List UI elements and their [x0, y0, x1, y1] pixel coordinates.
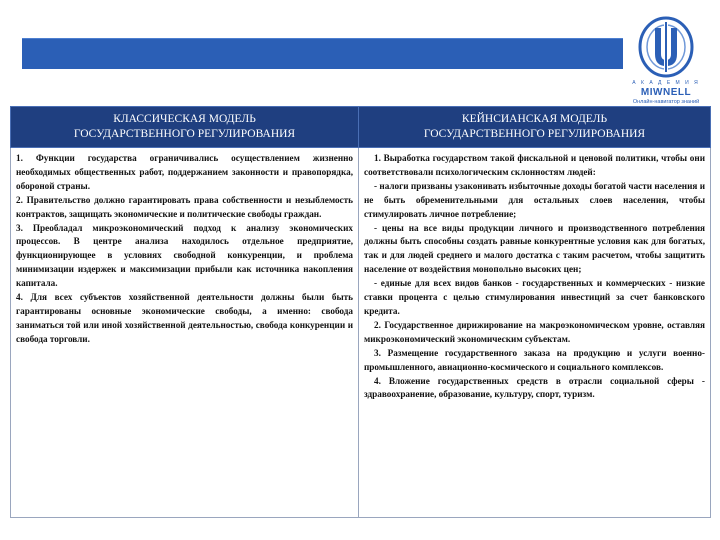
classical-header-line1: КЛАССИЧЕСКАЯ МОДЕЛЬ	[113, 113, 256, 125]
classical-model-header	[11, 107, 359, 148]
classical-item-1: 1. Функции государства ограничивались осуществлением жизненно необходимых общественных работ, поддержанием законности и правопорядка, обороной страны.	[16, 153, 353, 191]
header-bar	[22, 38, 623, 69]
classical-item-4: 4. Для всех субъектов хозяйственной деятельности должны были быть гарантированы основные экономические свободы, а именно: свобода заниматься той или иной хозяйственной деятельностью, свобода конкуренции и свобода торговли.	[16, 292, 353, 344]
keynesian-header-line1: КЕЙНСИАНСКАЯ МОДЕЛЬ	[461, 113, 608, 125]
academy-emblem-icon	[625, 14, 707, 80]
keynesian-item-3: 3. Размещение государственного заказа на продукцию и услуги военно-промышленного, авиационно-космического и социального комплексов.	[364, 347, 705, 372]
logo-caption: А К А Д Е М И Я	[632, 80, 700, 86]
keynesian-header-line2: ГОСУДАРСТВЕННОГО РЕГУЛИРОВАНИЯ	[423, 128, 646, 140]
classical-header-line2: ГОСУДАРСТВЕННОГО РЕГУЛИРОВАНИЯ	[73, 128, 296, 140]
keynesian-item-2: 2. Государственное дирижирование на макроэкономическом уровне, оставляя микроэкономический экономическим субъектам.	[364, 319, 705, 344]
logo-tagline: Онлайн-навигатор знаний	[632, 99, 700, 105]
keynesian-item-1c: - единые для всех видов банков - государственных и коммерческих - низкие ставки процента с целью стимулирования инвестиций за счет банковского кредита.	[364, 278, 705, 316]
keynesian-item-1a: - налоги призваны узаконивать избыточные доходы богатой части населения и не быть обременительными для остальных слоев населения, чтобы стимулировать личное потребление;	[364, 180, 705, 219]
classical-model-cell	[11, 148, 359, 518]
academy-logo	[625, 14, 707, 106]
classical-item-3: 3. Преобладал микроэкономический подход к анализу экономических процессов. В центре анализа находилось отдельное предприятие, функционирующее в условиях свободной конкуренции, и проблема минимизации издержек и максимизации прибыли как источника накопления капитала.	[16, 222, 353, 289]
keynesian-item-1: 1. Выработка государством такой фискальной и ценовой политики, чтобы они соответствовали психологическим склонностям людей:	[364, 153, 705, 177]
keynesian-model-cell	[359, 148, 711, 518]
logo-brand: MIWNELL	[640, 87, 692, 98]
keynesian-item-4: 4. Вложение государственных средств в отрасли социальной сферы - здравоохранение, образование, культуру, спорт, туризм.	[364, 375, 705, 400]
keynesian-item-1b: - цены на все виды продукции личного и производственного потребления должны быть способны создать равные конкурентные условия как для богатых, так и для людей среднего и малого достатка с таким расчетом, чтобы защитить население от воздействия монопольно высоких цен;	[364, 222, 705, 275]
comparison-table	[10, 106, 711, 518]
classical-item-2: 2. Правительство должно гарантировать права собственности и незыблемость контрактов, защищать экономические и политические свободы граждан.	[16, 194, 353, 219]
keynesian-model-header	[359, 107, 711, 148]
